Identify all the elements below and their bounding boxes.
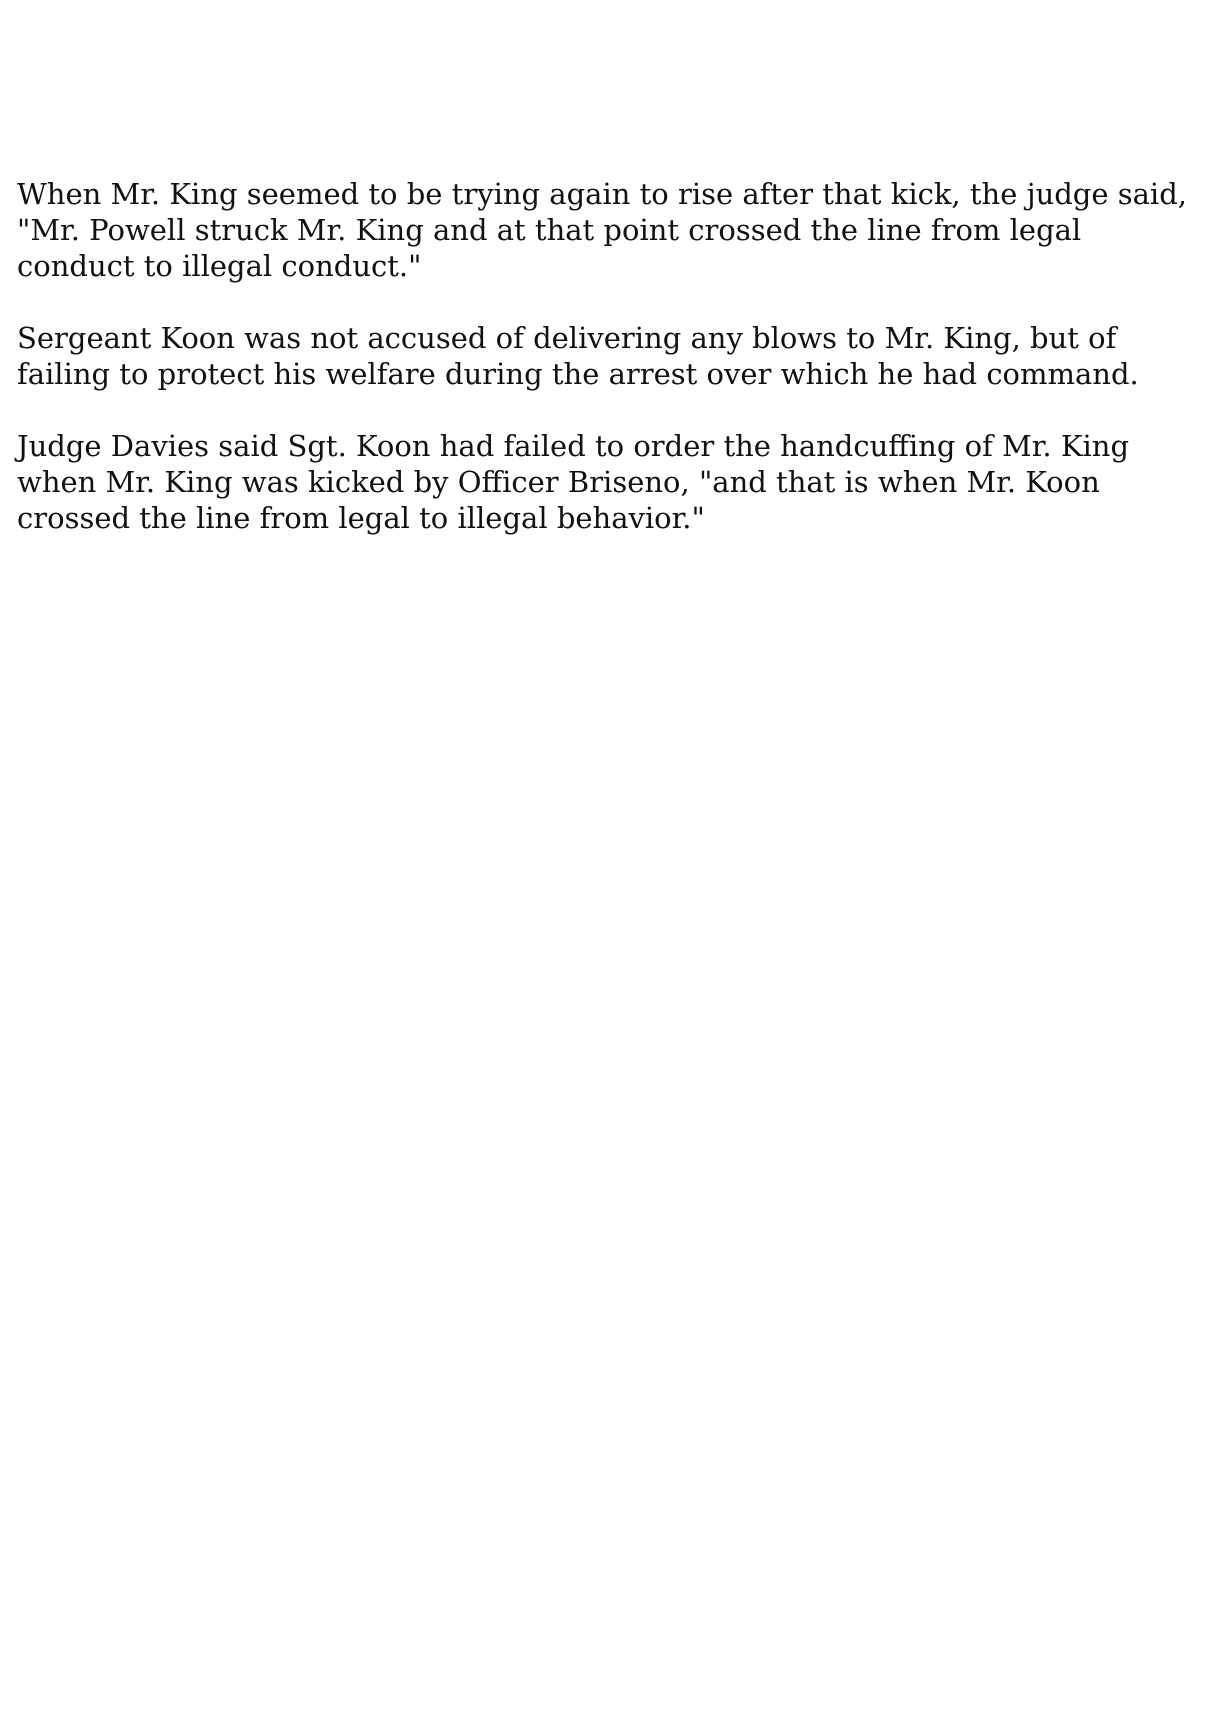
article-body xyxy=(17,176,1207,572)
paragraph-koon-accusation: Sergeant Koon was not accused of delivering any blows to Mr. King, but of failing to protect his welfare during the arrest over which he had command. xyxy=(17,321,1139,391)
paragraph-powell-ruling: When Mr. King seemed to be trying again to rise after that kick, the judge said, "Mr. Powell struck Mr. King and at that point crossed the line from legal conduct to illegal conduct." xyxy=(17,177,1187,283)
paragraph-koon-ruling: Judge Davies said Sgt. Koon had failed to order the handcuffing of Mr. King when Mr. King was kicked by Officer Briseno, "and that is when Mr. Koon crossed the line from legal to illegal behavior." xyxy=(17,429,1130,535)
